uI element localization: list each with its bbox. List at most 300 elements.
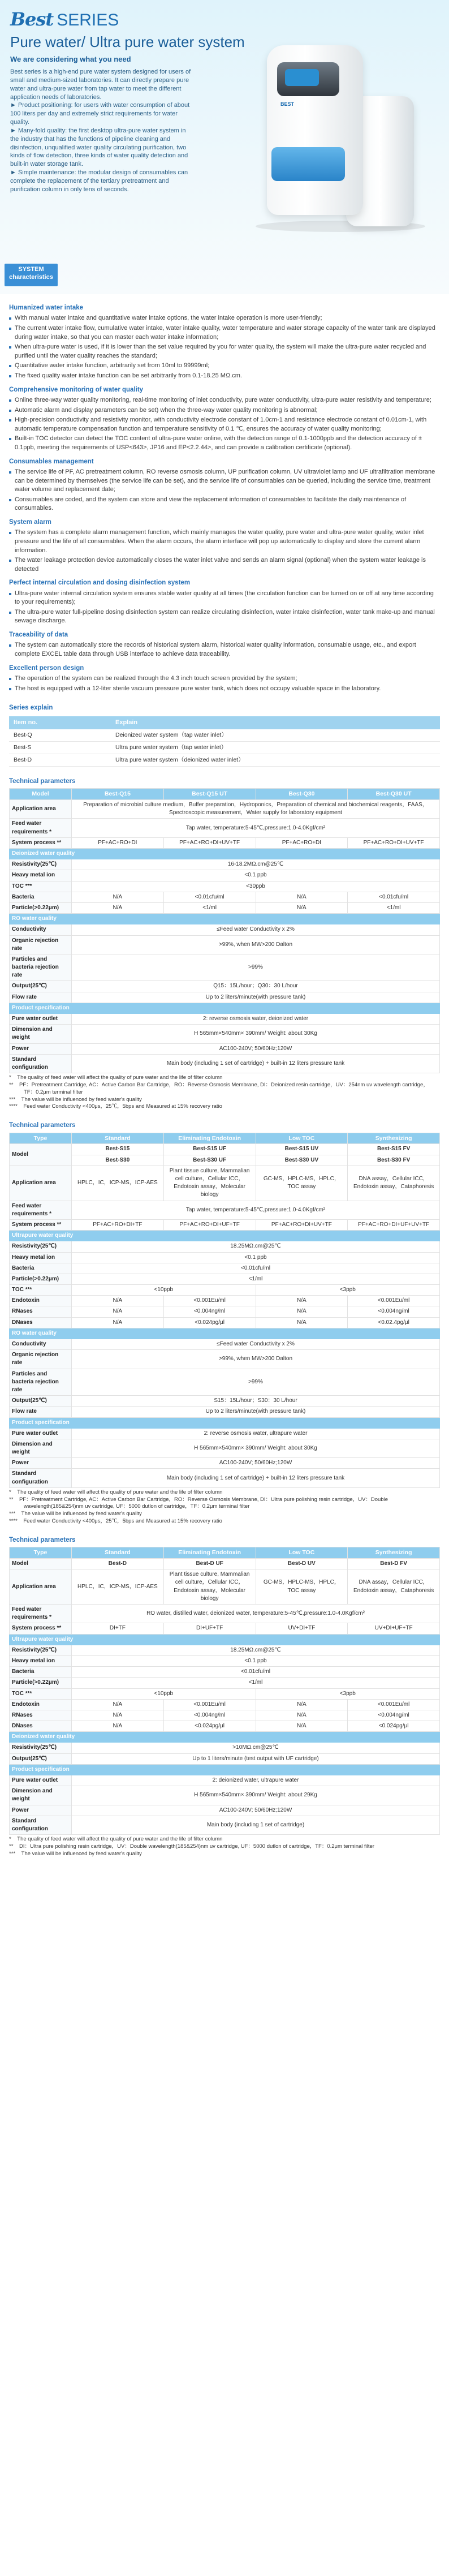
table-cell: >99%, when MW>200 Dalton: [72, 935, 440, 954]
table-cell: <0.01cfu/ml: [163, 892, 256, 902]
row-label: Power: [10, 1458, 72, 1469]
table-cell: PF+AC+RO+DI+UF+TF: [163, 1219, 256, 1230]
table-cell: N/A: [256, 1721, 348, 1732]
table-row: [10, 1166, 440, 1201]
note-text: PF：Pretreatment Cartridge, AC：Active Carbon Bar Cartridge，RO：Reverse Osmosis Membrane, DI：Ultra pure polishing resin cartridge，UV：Double wavelength(185&254)nm uv cartridge, UF：5000 dutlon of cartridge，TF：0.2μm terminal filter: [19, 1496, 388, 1510]
table-row: [10, 1252, 440, 1263]
feature-section-title: Traceability of data: [9, 631, 68, 639]
table-cell: HPLC，IC，ICP-MS，ICP-AES: [72, 1166, 164, 1201]
table-cell: ≤Feed water Conductivity x 2%: [72, 924, 440, 935]
table-cell: N/A: [72, 1721, 164, 1732]
table-cell: GC-MS，HPLC-MS，HPLC，TOC assay: [256, 1569, 348, 1605]
series-explain-section: [0, 694, 449, 767]
table-row: [10, 1014, 440, 1025]
row-label: Heavy metal ion: [10, 1252, 72, 1263]
table-row: [10, 1439, 440, 1457]
table-cell: HPLC，IC，ICP-MS，ICP-AES: [72, 1569, 164, 1605]
note-text: The quality of feed water will affect the quality of pure water and the life of filter column: [17, 1836, 223, 1843]
row-label: System process **: [10, 1623, 72, 1634]
device-label: BEST: [280, 101, 295, 107]
table-cell: Preparation of microbial culture medium，Buffer preparation，Hydroponics，Preparation of chemical and biochemical reagents，FAAS，Spectroscopic measurement，Water supply for laboratory equipment: [72, 800, 440, 819]
note-line: [9, 1103, 440, 1111]
table-cell: 16-18.2MΩ.cm@25℃: [72, 859, 440, 870]
row-label: Model: [10, 1144, 72, 1166]
feature-item: Ultra-pure water internal circulation system ensures stable water quality at all times (the circulation function can be turned on or off at any time according to your requirements);: [9, 590, 440, 607]
row-label: System process **: [10, 837, 72, 848]
table-row: [10, 1201, 440, 1219]
column-header: Type: [10, 1547, 72, 1559]
brand-series: SERIES: [57, 11, 119, 29]
note-marker: **: [9, 1843, 14, 1850]
table-row: [10, 1274, 440, 1284]
feature-list: [9, 590, 440, 626]
feature-section-title: Consumables management: [9, 458, 94, 465]
row-label: Pure water outlet: [10, 1428, 72, 1439]
table-cell: 18.25MΩ.cm@25℃: [72, 1241, 440, 1252]
system-characteristics-badge: SYSTEM characteristics: [5, 264, 58, 286]
note-marker: *: [9, 1074, 11, 1081]
row-label: TOC ***: [10, 1285, 72, 1296]
table-cell: >10MΩ.cm@25℃: [72, 1743, 440, 1753]
section-band-label: Ultrapure water quality: [10, 1634, 440, 1645]
row-label: DNases: [10, 1721, 72, 1732]
section-band: [10, 1417, 440, 1428]
hero-paragraph: ► Product positioning: for users with water consumption of about 100 liters per day and extremely strict requirements for water quality.: [10, 102, 190, 126]
table-cell: <10ppb: [72, 1285, 256, 1296]
note-text: The value will be influenced by feed water's quality: [21, 1850, 142, 1857]
feature-section-title: Humanized water intake: [9, 304, 84, 311]
table-row: [10, 1219, 440, 1230]
table-cell: N/A: [72, 1699, 164, 1710]
note-text: The quality of feed water will affect the quality of pure water and the life of filter column: [17, 1074, 223, 1081]
note-line: [9, 1489, 440, 1496]
table-cell: AC100-240V; 50/60Hz;120W: [72, 1805, 440, 1816]
table-cell: <0.024pg/μl: [163, 1721, 256, 1732]
table-cell: Best-S15 UF: [163, 1144, 256, 1155]
row-label: Heavy metal ion: [10, 1655, 72, 1666]
hero-subtitle: We are considering what you need: [10, 55, 131, 63]
table-cell: Main body (including 1 set of cartridge): [72, 1816, 440, 1834]
note-line: [9, 1518, 440, 1525]
tech-params-title: Technical parameters: [9, 1536, 76, 1543]
table-cell: <30ppb: [72, 881, 440, 892]
table-cell: PF+AC+RO+DI: [72, 837, 164, 848]
row-label: Organic rejection rate: [10, 935, 72, 954]
table-cell: Best-D: [72, 1559, 164, 1569]
feature-item: The current water intake flow, cumulative water intake, water intake quality, water temperature and water storage capacity of the water tank are displayed during water intake, so that you can master each water intake information;: [9, 324, 440, 342]
table-cell: PF+AC+RO+DI+UV+TF: [348, 837, 440, 848]
row-label: Dimension and weight: [10, 1025, 72, 1043]
table-cell: <1/ml: [348, 902, 440, 913]
note-line: [9, 1511, 440, 1518]
feature-item: The ultra-pure water full-pipeline dosing disinfection system can realize circulating disinfection, water intake disinfection, water tank make-up and manual sewage discharge.: [9, 608, 440, 626]
table-cell: <0.1 ppb: [72, 1252, 440, 1263]
table-cell: RO water, distilled water, deionized water, temperature:5-45℃,pressure:1.0-4.0Kgf/cm²: [72, 1605, 440, 1623]
feature-section-title: Perfect internal circulation and dosing disinfection system: [9, 579, 191, 587]
feature-item: The operation of the system can be realized through the 4.3 inch touch screen provided by the system;: [9, 674, 440, 683]
table-row: [10, 902, 440, 913]
feature-item: The system has a complete alarm management function, which mainly manages the water quality, pure water and ultra-pure water quality, water inlet pressure and the life of all consumables. When the alarm occurs, the alarm interface will pop up automatically to display and store the current alarm information.: [9, 528, 440, 555]
table-cell: Best-D FV: [348, 1559, 440, 1569]
hero-paragraph: ► Many-fold quality: the first desktop ultra-pure water system in the industry that has the functions of pipeline cleaning and disinfection, unqualified water quality circulating purification, two kinds of flow detection, three kinds of water quality detection and built-in water storage tank.: [10, 127, 188, 168]
tech-params-q-table: [9, 788, 440, 1073]
note-marker: **: [9, 1081, 14, 1088]
row-label: Output(25℃): [10, 1753, 72, 1764]
table-row: [10, 1043, 440, 1054]
tech-params-q-section: [0, 767, 449, 1111]
table-cell: <0.024pg/μl: [163, 1317, 256, 1328]
row-label: Output(25℃): [10, 1396, 72, 1407]
header-row: [10, 1547, 440, 1559]
row-label: Dimension and weight: [10, 1786, 72, 1805]
section-band: [10, 1231, 440, 1241]
touch-screen: [285, 69, 319, 86]
hero-description: [10, 68, 192, 194]
section-band: [10, 1328, 440, 1339]
tech-params-d-section: [0, 1525, 449, 1858]
section-band-label: Product specification: [10, 1417, 440, 1428]
table-cell: N/A: [72, 892, 164, 902]
row-label: Resistivity(25℃): [10, 1645, 72, 1655]
note-text: DI：Ultra pure polishing resin cartridge，UV：Double wavelength(185&254)nm uv cartridge, UF：5000 dutlon of cartridge，TF：0.2μm terminal filter: [19, 1843, 374, 1850]
column-header: Best-Q30 UT: [348, 789, 440, 800]
table-row: [10, 819, 440, 837]
row-label: Particle(>0.22μm): [10, 1678, 72, 1688]
table-cell: ≤Feed water Conductivity x 2%: [72, 1339, 440, 1350]
table-cell: AC100-240V; 50/60Hz;120W: [72, 1458, 440, 1469]
note-marker: ****: [9, 1103, 18, 1110]
note-line: [9, 1496, 440, 1511]
table-cell: <0.004ng/ml: [163, 1710, 256, 1721]
row-label: Standard configuration: [10, 1054, 72, 1073]
table-cell: Ultra pure water system（deionized water inlet）: [111, 754, 440, 766]
table-cell: 2: reverse osmosis water, ultrapure water: [72, 1428, 440, 1439]
row-label: Particle(>0.22μm): [10, 1274, 72, 1284]
table-row: [10, 1144, 440, 1155]
table-cell: <0.01cfu/ml: [72, 1263, 440, 1274]
row-label: Application area: [10, 1166, 72, 1201]
column-header: Best-Q15 UT: [163, 789, 256, 800]
table-cell: S15：15L/hour；S30：30 L/hour: [72, 1396, 440, 1407]
table-row: [10, 1569, 440, 1605]
column-header: Low TOC: [256, 1547, 348, 1559]
feature-section-title: System alarm: [9, 518, 51, 526]
row-label: DNases: [10, 1317, 72, 1328]
table-cell: N/A: [256, 1306, 348, 1317]
table-cell: UV+DI+TF: [256, 1623, 348, 1634]
section-band: [10, 1003, 440, 1013]
table-cell: >99%, when MW>200 Dalton: [72, 1350, 440, 1369]
table-cell: <0.001Eu/ml: [163, 1699, 256, 1710]
section-band: [10, 1764, 440, 1775]
table-row: [10, 935, 440, 954]
feature-list: [9, 528, 440, 574]
table-row: [10, 1396, 440, 1407]
row-label: Conductivity: [10, 1339, 72, 1350]
note-line: [9, 1082, 440, 1096]
note-marker: **: [9, 1496, 14, 1503]
header-row: [10, 789, 440, 800]
row-label: Endotoxin: [10, 1699, 72, 1710]
table-cell: DI+TF: [72, 1623, 164, 1634]
table-cell: Tap water, temperature:5-45℃,pressure:1.0-4.0Kgf/cm²: [72, 1201, 440, 1219]
table-cell: Best-S30: [72, 1155, 164, 1166]
table-cell: Best-S15: [72, 1144, 164, 1155]
section-band-label: Deionized water quality: [10, 849, 440, 859]
column-header: Standard: [72, 1547, 164, 1559]
table-row: [10, 1753, 440, 1764]
row-label: Flow rate: [10, 1407, 72, 1417]
table-cell: Best-S30 FV: [348, 1155, 440, 1166]
section-band-label: Product specification: [10, 1003, 440, 1013]
table-cell: <0.001Eu/ml: [348, 1699, 440, 1710]
table-cell: H 565mm×540mm× 390mm/ Weight: about 29Kg: [72, 1786, 440, 1805]
table-cell: N/A: [256, 1699, 348, 1710]
row-label: Feed water requirements *: [10, 1605, 72, 1623]
tech-notes: [9, 1074, 440, 1111]
table-row: [10, 1688, 440, 1699]
table-row: [10, 1407, 440, 1417]
column-header: Best-Q30: [256, 789, 348, 800]
feature-item: When ultra-pure water is used, if it is lower than the set value required by you for water quality, the system will make the ultra-pure water recycled and purified until the water quality reaches the standard;: [9, 343, 440, 360]
table-row: [9, 742, 440, 754]
row-label: Application area: [10, 800, 72, 819]
table-cell: N/A: [256, 892, 348, 902]
table-cell: >99%: [72, 954, 440, 981]
row-label: Endotoxin: [10, 1296, 72, 1306]
note-marker: *: [9, 1836, 11, 1843]
table-cell: N/A: [256, 902, 348, 913]
feature-section-title: Comprehensive monitoring of water quality: [9, 386, 144, 393]
table-row: [10, 1285, 440, 1296]
table-cell: N/A: [256, 1710, 348, 1721]
note-text: PF：Pretreatment Cartridge, AC：Active Carbon Bar Cartridge，RO：Reverse Osmosis Membrane, DI：Deionized resin cartridge，UV：254nm uv wavelength cartridge，TF：0.2μm terminal filter: [19, 1081, 429, 1095]
section-band: [10, 1634, 440, 1645]
note-marker: ****: [9, 1518, 18, 1525]
table-cell: <0.024pg/μl: [348, 1721, 440, 1732]
table-cell: <0.004ng/ml: [348, 1306, 440, 1317]
note-line: [9, 1096, 440, 1104]
feature-item: The fixed quality water intake function can be set arbitrarily from 0.1-18.25 MΩ.cm.: [9, 372, 440, 381]
table-cell: <3ppb: [256, 1688, 440, 1699]
column-header: Synthesizing: [348, 1547, 440, 1559]
row-label: Application area: [10, 1569, 72, 1605]
table-cell: Best-S15 UV: [256, 1144, 348, 1155]
note-marker: ***: [9, 1850, 16, 1857]
note-text: Feed water Conductivity <400μs，25℃，5bps and Measured at 15% recovery ratio: [23, 1103, 222, 1110]
column-header: Eliminating Endotoxin: [163, 1547, 256, 1559]
note-text: The value will be influenced by feed water's quality: [21, 1511, 142, 1517]
table-cell: PF+AC+RO+DI: [256, 837, 348, 848]
row-label: TOC ***: [10, 1688, 72, 1699]
table-cell: <0.004ng/ml: [348, 1710, 440, 1721]
table-cell: Best-D UF: [163, 1559, 256, 1569]
feature-item: The water leakage protection device automatically closes the water inlet valve and sends an alarm signal (optional) when the system water leakage is detected: [9, 556, 440, 574]
note-marker: ***: [9, 1511, 16, 1517]
table-cell: N/A: [72, 902, 164, 913]
section-band: [10, 1732, 440, 1743]
row-label: RNases: [10, 1710, 72, 1721]
feature-list: [9, 314, 440, 380]
row-label: RNases: [10, 1306, 72, 1317]
feature-item: Consumables are coded, and the system can store and view the replacement information of consumables to facilitate the daily maintenance of consumables.: [9, 496, 440, 513]
table-cell: <0.1 ppb: [72, 1655, 440, 1666]
table-row: [10, 954, 440, 981]
table-row: [10, 1317, 440, 1328]
table-cell: N/A: [256, 1296, 348, 1306]
section-band: [10, 914, 440, 924]
tech-params-d-table: [9, 1547, 440, 1835]
note-line: [9, 1074, 440, 1082]
table-cell: Plant tissue culture, Mammalian cell culture，Cellular ICC，Endotoxin assay，Molecular biology: [163, 1569, 256, 1605]
note-line: [9, 1836, 440, 1843]
table-row: [10, 1710, 440, 1721]
section-band-label: Ultrapure water quality: [10, 1231, 440, 1241]
table-row: [10, 1428, 440, 1439]
table-row: [10, 1469, 440, 1487]
feature-item: High-precision conductivity and resistivity monitor, with conductivity electrode constant of 1.0cm-1 and resistance electrode constant of 0.01cm-1, with automatic temperature compensation function and temperature sensitivity of 0.1 ℃, ensures the accuracy of water quality monitoring;: [9, 416, 440, 433]
note-text: The quality of feed water will affect the quality of pure water and the life of filter column: [17, 1489, 223, 1495]
table-cell: <1/ml: [72, 1678, 440, 1688]
note-line: [9, 1843, 440, 1851]
row-label: Particles and bacteria rejection rate: [10, 954, 72, 981]
table-cell: DNA assay，Cellular ICC，Endotoxin assay，Cataphoresis: [348, 1166, 440, 1201]
note-marker: *: [9, 1489, 11, 1495]
table-row: [10, 1623, 440, 1634]
table-cell: <0.001Eu/ml: [348, 1296, 440, 1306]
row-label: Pure water outlet: [10, 1775, 72, 1786]
table-cell: Deionized water system（tap water inlet）: [111, 729, 440, 741]
feature-list: [9, 468, 440, 513]
hero-paragraph: Best series is a high-end pure water system designed for users of small and medium-sized laboratories. It can directly prepare pure water and ultra-pure water from tap water to meet the different application needs of laboratories.: [10, 68, 191, 101]
table-row: [10, 1559, 440, 1569]
table-row: [10, 1655, 440, 1666]
hero-paragraph: ► Simple maintenance: the modular design of consumables can complete the replacement of the tertiary pretreatment and purification column in only tens of seconds.: [10, 169, 188, 193]
hero-title: Pure water/ Ultra pure water system: [10, 33, 245, 50]
column-header: Item no.: [9, 716, 111, 730]
table-row: [10, 1306, 440, 1317]
table-cell: <1/ml: [163, 902, 256, 913]
table-cell: Best-S15 FV: [348, 1144, 440, 1155]
section-band-label: RO water quality: [10, 1328, 440, 1339]
table-cell: GC-MS，HPLC-MS，HPLC，TOC assay: [256, 1166, 348, 1201]
row-label: Feed water requirements *: [10, 819, 72, 837]
tech-notes: [9, 1836, 440, 1857]
row-label: Standard configuration: [10, 1816, 72, 1834]
row-label: Resistivity(25℃): [10, 1743, 72, 1753]
table-row: [10, 1816, 440, 1834]
table-cell: Up to 2 liters/minute(with pressure tank): [72, 1407, 440, 1417]
table-cell: Main body (including 1 set of cartridge) + built-in 12 liters pressure tank: [72, 1469, 440, 1487]
header-row: [10, 1133, 440, 1144]
table-row: [10, 1699, 440, 1710]
row-label: Power: [10, 1805, 72, 1816]
table-row: [10, 1775, 440, 1786]
row-label: Conductivity: [10, 924, 72, 935]
table-cell: <0.02.4pg/μl: [348, 1317, 440, 1328]
row-label: Bacteria: [10, 1263, 72, 1274]
table-cell: 18.25MΩ.cm@25℃: [72, 1645, 440, 1655]
feature-list: [9, 396, 440, 453]
table-row: [10, 1667, 440, 1678]
table-row: [10, 1339, 440, 1350]
tech-params-s-table: [9, 1133, 440, 1488]
front-cover: [271, 147, 345, 181]
table-cell: N/A: [256, 1317, 348, 1328]
table-cell: Best-D: [9, 754, 111, 766]
table-row: [10, 892, 440, 902]
table-cell: Up to 2 liters/minute(with pressure tank): [72, 992, 440, 1003]
table-cell: PF+AC+RO+DI+TF: [72, 1219, 164, 1230]
table-cell: <0.1 ppb: [72, 870, 440, 881]
table-row: [10, 1721, 440, 1732]
table-cell: PF+AC+RO+DI+UV+TF: [163, 837, 256, 848]
row-label: Output(25℃): [10, 981, 72, 992]
row-label: Standard configuration: [10, 1469, 72, 1487]
table-cell: <0.01cfu/ml: [348, 892, 440, 902]
table-cell: PF+AC+RO+DI+UV+TF: [256, 1219, 348, 1230]
row-label: Heavy metal ion: [10, 870, 72, 881]
feature-list: [9, 641, 440, 659]
table-cell: >99%: [72, 1369, 440, 1396]
note-text: The value will be influenced by feed water's quality: [21, 1096, 142, 1103]
table-cell: <0.01cfu/ml: [72, 1667, 440, 1678]
table-cell: Best-S: [9, 742, 111, 754]
table-row: [10, 1025, 440, 1043]
table-row: [10, 1155, 440, 1166]
note-line: [9, 1851, 440, 1858]
table-row: [10, 800, 440, 819]
tech-params-title: Technical parameters: [9, 1122, 76, 1129]
table-cell: N/A: [72, 1710, 164, 1721]
row-label: Particle(>0.22μm): [10, 902, 72, 913]
row-label: Resistivity(25℃): [10, 1241, 72, 1252]
table-row: [10, 1805, 440, 1816]
section-band-label: RO water quality: [10, 914, 440, 924]
table-cell: N/A: [72, 1296, 164, 1306]
column-header: Eliminating Endotoxin: [163, 1133, 256, 1144]
row-label: Pure water outlet: [10, 1014, 72, 1025]
features-section: [0, 294, 449, 693]
row-label: Bacteria: [10, 892, 72, 902]
table-row: [10, 992, 440, 1003]
table-row: [9, 754, 440, 766]
table-cell: <3ppb: [256, 1285, 440, 1296]
column-header: Best-Q15: [72, 789, 164, 800]
section-band-label: Product specification: [10, 1764, 440, 1775]
table-cell: UV+DI+UF+TF: [348, 1623, 440, 1634]
feature-item: Built-in TOC detector can detect the TOC content of ultra-pure water online, with the detection range of 0.1-1000ppb and the detection accuracy of ± 0.1ppb, meeting the requirements of USP<643>, JP16 and EP<2.2.44>, and can provide a calibration certificate (optional).: [9, 435, 440, 452]
table-cell: DNA assay，Cellular ICC，Endotoxin assay，Cataphoresis: [348, 1569, 440, 1605]
row-label: Feed water requirements *: [10, 1201, 72, 1219]
feature-item: The service life of PF, AC pretreatment column, RO reverse osmosis column, UP purification column, UV ultraviolet lamp and UF ultrafiltration membrane can be determined by themselves (the service life can be set), and the service life of consumables can be queried, including the service time, treatment water volume and replacement date;: [9, 468, 440, 494]
table-cell: Best-S30 UF: [163, 1155, 256, 1166]
table-row: [10, 1350, 440, 1369]
table-row: [10, 1786, 440, 1805]
column-header: Explain: [111, 716, 440, 730]
row-label: Resistivity(25℃): [10, 859, 72, 870]
table-cell: <0.001Eu/ml: [163, 1296, 256, 1306]
table-cell: Main body (including 1 set of cartridge) + built-in 12 liters pressure tank: [72, 1054, 440, 1073]
column-header: Model: [10, 789, 72, 800]
product-image: [244, 34, 431, 249]
row-label: Particles and bacteria rejection rate: [10, 1369, 72, 1396]
table-row: [10, 924, 440, 935]
table-cell: N/A: [72, 1306, 164, 1317]
feature-item: The system can automatically store the records of historical system alarm, historical water quality information, consumable usage, etc., and export complete EXCEL table data through USB interface to achieve data traceability.: [9, 641, 440, 659]
brand: [10, 7, 119, 33]
table-cell: Up to 1 liters/minute (test output with UF cartridge): [72, 1753, 440, 1764]
